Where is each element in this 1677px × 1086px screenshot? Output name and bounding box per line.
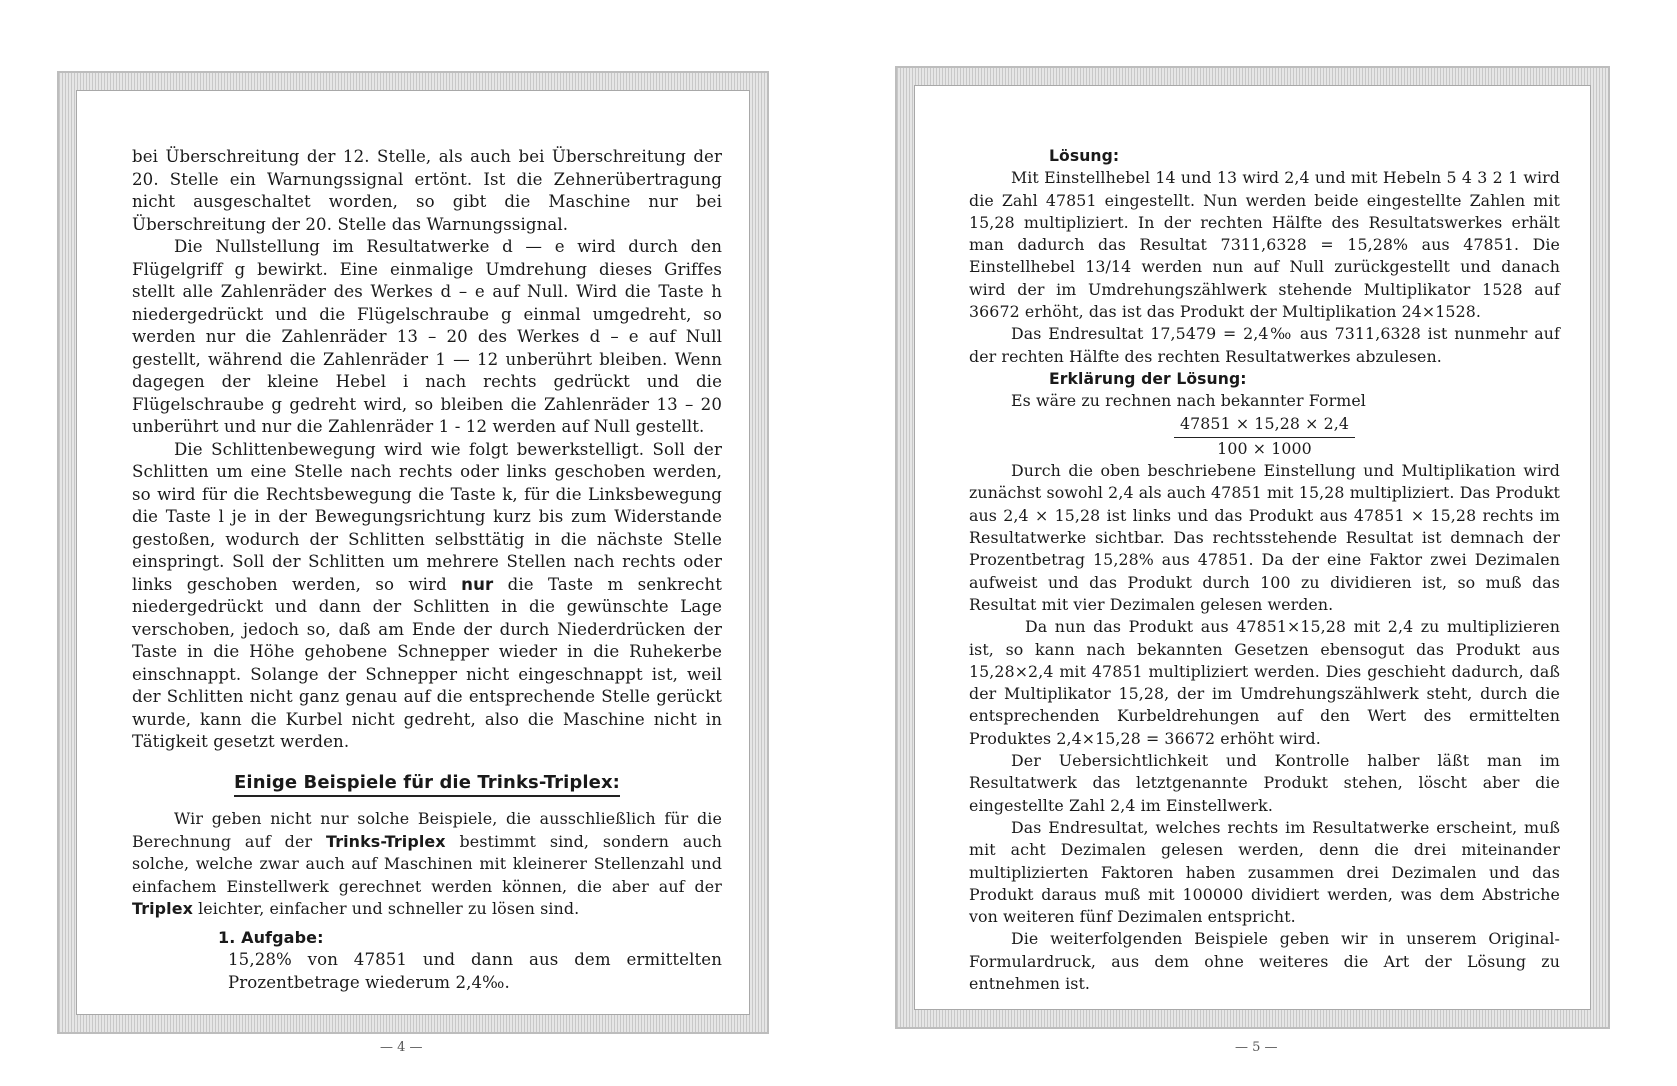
right-page-text [969, 145, 1560, 995]
paragraph: Das Endresultat 17,5479 = 2,4‰ aus 7311,6328 ist nunmehr auf der rechten Hälfte des rechten Resultatwerkes abzulesen. [969, 324, 1560, 366]
page-number: — 5 — [1235, 1040, 1278, 1055]
paragraph: bei Überschreitung der 12. Stelle, als auch bei Überschreitung der 20. Stelle ein Warnungssignal ertönt. Ist die Zehnerübertragung nicht ausgeschaltet worden, so gibt die Maschine nur bei Überschreitung der 20. Stelle das Warnungssignal. [132, 147, 722, 234]
right-page-frame [895, 66, 1610, 1029]
paragraph-text: die Taste m senkrecht niedergedrückt und dann der Schlitten in die gewünschte Lage verschoben, jedoch so, daß am Ende der durch Niederdrücken der Taste in die Höhe gehobene Schnepper wieder in die Ruhekerbe einschnappt. Solange der Schnepper nicht eingeschnappt ist, weil der Schlitten nicht ganz genau auf die entsprechende Stelle gerückt wurde, kann die Kurbel nicht gedreht, also die Maschine nicht in Tätigkeit gesetzt werden. [132, 574, 722, 751]
task-block [218, 927, 722, 995]
emphasis: Triplex [132, 899, 193, 918]
paragraph: Da nun das Produkt aus 47851×15,28 mit 2,4 zu multiplizieren ist, so kann nach bekannten Gesetzen ebensogut das Produkt aus 15,28×2,4 mit 47851 multipliziert werden. Dies geschieht dadurch, daß der Multiplikator 15,28, der im Umdrehungszählwerk steht, durch die entsprechenden Kurbeldrehungen auf den Wert des ermittelten Produktes 2,4×15,28 = 36672 erhöht wird. [969, 617, 1560, 748]
formula-denominator: 100 × 1000 [1217, 438, 1312, 458]
paragraph: Durch die oben beschriebene Einstellung und Multiplikation wird zunächst sowohl 2,4 als auch 47851 mit 15,28 multipliziert. Das Produkt aus 2,4 × 15,28 ist links und das Produkt aus 47851 × 15,28 rechts im Resultatwerke sichtbar. Das rechtsstehende Resultat ist demnach der Prozentbetrag 15,28% aus 47851. Da der eine Faktor zwei Dezimalen aufweist und das Produkt durch 100 zu dividieren ist, so muß das Resultat mit vier Dezimalen gelesen werden. [969, 461, 1560, 614]
section-heading [132, 772, 722, 795]
paragraph-text: Die Schlittenbewegung wird wie folgt bewerkstelligt. Soll der Schlitten um eine Stelle nach rechts oder links geschoben werden, so wird für die Rechtsbewegung die Taste k, für die Linksbewegung die Taste l je in der Bewegungsrichtung kurz bis zum Widerstande gestoßen, wodurch der Schlitten selbsttätig in die nächste Stelle einspringt. Soll der Schlitten um mehrere Stellen nach rechts oder links geschoben werden, so wird [132, 439, 722, 594]
emphasis: Trinks-Triplex [326, 831, 446, 851]
intro-paragraph [132, 808, 722, 921]
left-page-frame [57, 71, 769, 1034]
explanation-heading: Erklärung der Lösung: [1049, 369, 1247, 388]
formula-intro: Es wäre zu rechnen nach bekannter Formel [1011, 391, 1366, 411]
intro-text: bestimmt sind, sondern auch solche, welche zwar auch auf Maschinen mit kleinerer Stellenzahl und einfachem Einstellwerk gerechnet werden können, die aber auf der [132, 831, 723, 896]
task-title: 1. Aufgabe: [218, 927, 324, 947]
solution-heading: Lösung: [1049, 147, 1120, 165]
left-page [77, 91, 749, 1014]
emphasis: nur [461, 574, 494, 594]
paragraph: Der Uebersichtlichkeit und Kontrolle halber läßt man im Resultatwerk das letztgenannte Produkt stehen, löscht aber die eingestellte Zahl 2,4 im Einstellwerk. [969, 751, 1560, 815]
paragraph: Die weiterfolgenden Beispiele geben wir in unserem Original-Formulardruck, aus dem ohne weiteres die Art der Lösung zu entnehmen ist. [969, 929, 1560, 993]
paragraph: Mit Einstellhebel 14 und 13 wird 2,4 und mit Hebeln 5 4 3 2 1 wird die Zahl 47851 eingestellt. Nun werden beide eingestellte Zahlen mit 15,28 multipliziert. In der rechten Hälfte des Resultatswerkes erhält man dadurch das Resultat 7311,6328 = 15,28% aus 47851. Die Einstellhebel 13/14 werden nun auf Null zurückgestellt und danach wird der im Umdrehungszählwerk stehende Multiplikator 1528 auf 36672 erhöht, das ist das Produkt der Multiplikation 24×1528. [969, 168, 1560, 322]
task-text: 15,28% von 47851 und dann aus dem ermittelten Prozentbetrage wiederum 2,4‰. [228, 950, 722, 992]
formula [969, 413, 1560, 461]
page-number: — 4 — [380, 1040, 423, 1055]
paragraph: Das Endresultat, welches rechts im Resultatwerke erscheint, muß mit acht Dezimalen gelesen werden, denn die drei miteinander multiplizierten Faktoren haben zusammen drei Dezimalen und das Produkt daraus muß mit 100000 dividiert werden, was dem Abstriche von weiteren fünf Dezimalen entspricht. [969, 817, 1560, 927]
paragraph: Die Nullstellung im Resultatwerke d — e wird durch den Flügelgriff g bewirkt. Eine einmalige Umdrehung dieses Griffes stellt alle Zahlenräder des Werkes d – e auf Null. Wird die Taste h niedergedrückt und die Flügelschraube g einmal umgedreht, so werden nur die Zahlenräder 13 – 20 des Werkes d – e auf Null gestellt, während die Zahlenräder 1 — 12 unberührt bleiben. Wenn dagegen der kleine Hebel i nach rechts gedrückt und die Flügelschraube g gedreht wird, so bleiben die Zahlenräder 13 – 20 unberührt und nur die Zahlenräder 1 - 12 werden auf Null gestellt. [132, 237, 722, 436]
right-page [915, 86, 1590, 1009]
formula-numerator: 47851 × 15,28 × 2,4 [1174, 413, 1355, 438]
intro-text: leichter, einfacher und schneller zu lösen sind. [192, 899, 580, 918]
section-heading-text: Einige Beispiele für die Trinks-Triplex: [234, 772, 620, 797]
left-page-text [132, 146, 722, 994]
paragraph [132, 439, 722, 754]
intro-text: Wir geben nicht nur solche Beispiele, die ausschließlich für die Berechnung auf der [132, 809, 722, 851]
